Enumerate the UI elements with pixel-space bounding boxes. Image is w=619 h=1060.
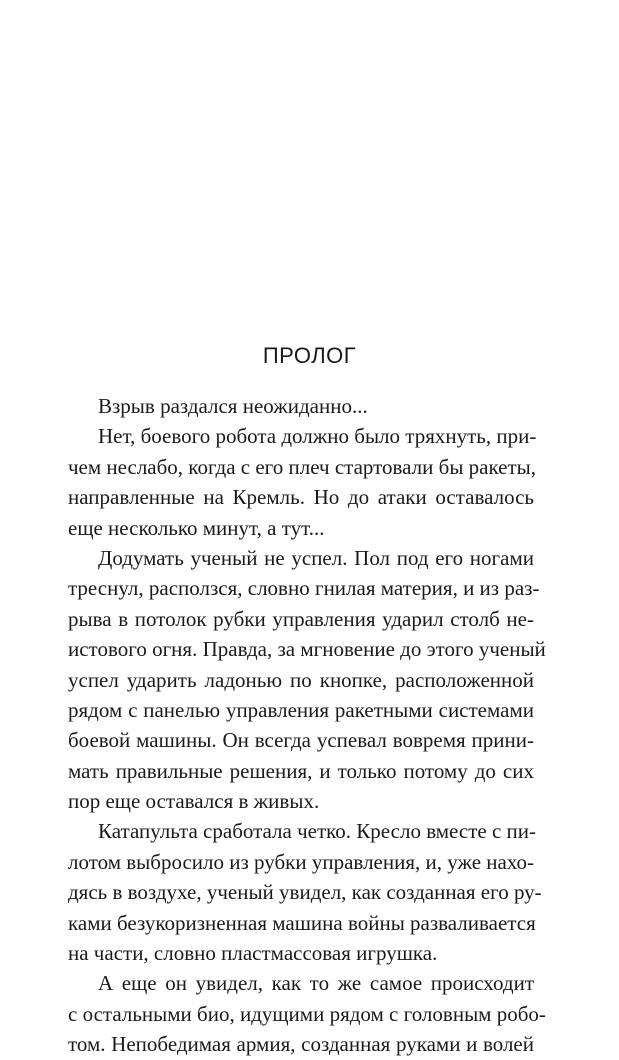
text-line: ками безукоризненная машина войны разваливается	[68, 910, 536, 935]
text-line: на части, словно пластмассовая игрушка.	[68, 941, 438, 966]
text-line: Взрыв раздался неожиданно...	[98, 394, 368, 418]
text-line: еще несколько минут, а тут...	[68, 515, 325, 540]
text-line: треснул, расползся, словно гнилая материя, и из раз-	[68, 576, 540, 601]
text-line: дясь в воздухе, ученый увидел, как созданная его ру-	[68, 880, 542, 905]
text-line: чем неслабо, когда с его плеч стартовали бы ракеты,	[68, 454, 537, 479]
text-line: рядом с панелью управления ракетными системами	[68, 697, 534, 722]
text-line: пор еще оставался в живых.	[68, 789, 320, 814]
text-line: истового огня. Правда, за мгновение до этого ученый	[68, 637, 546, 662]
text-line: с остальными био, идущими рядом с головным робо-	[68, 1001, 546, 1026]
text-line: А еще он увидел, как то же самое происходит	[98, 971, 534, 996]
text-line: Катапульта сработала четко. Кресло вместе с пи-	[98, 819, 536, 844]
text-line: Нет, боевого робота должно было тряхнуть, при-	[98, 424, 537, 449]
text-line: направленные на Кремль. Но до атаки оставалось	[68, 485, 534, 510]
text-line: лотом выбросило из рубки управления, и, уже нахо-	[68, 849, 535, 874]
text-line: успел ударить ладонью по кнопке, расположенной	[68, 667, 534, 692]
chapter-title: ПРОЛОГ	[262, 343, 357, 368]
text-line: мать правильные решения, и только потому до сих	[68, 758, 534, 783]
text-line: том. Непобедимая армия, созданная руками и волей	[68, 1032, 534, 1057]
body-text	[68, 391, 546, 1060]
text-line: боевой машины. Он всегда успевал вовремя прини-	[68, 728, 534, 753]
text-line: Додумать ученый не успел. Пол под его ногами	[98, 545, 534, 570]
text-line: рыва в потолок рубки управления ударил столб не-	[68, 606, 534, 631]
